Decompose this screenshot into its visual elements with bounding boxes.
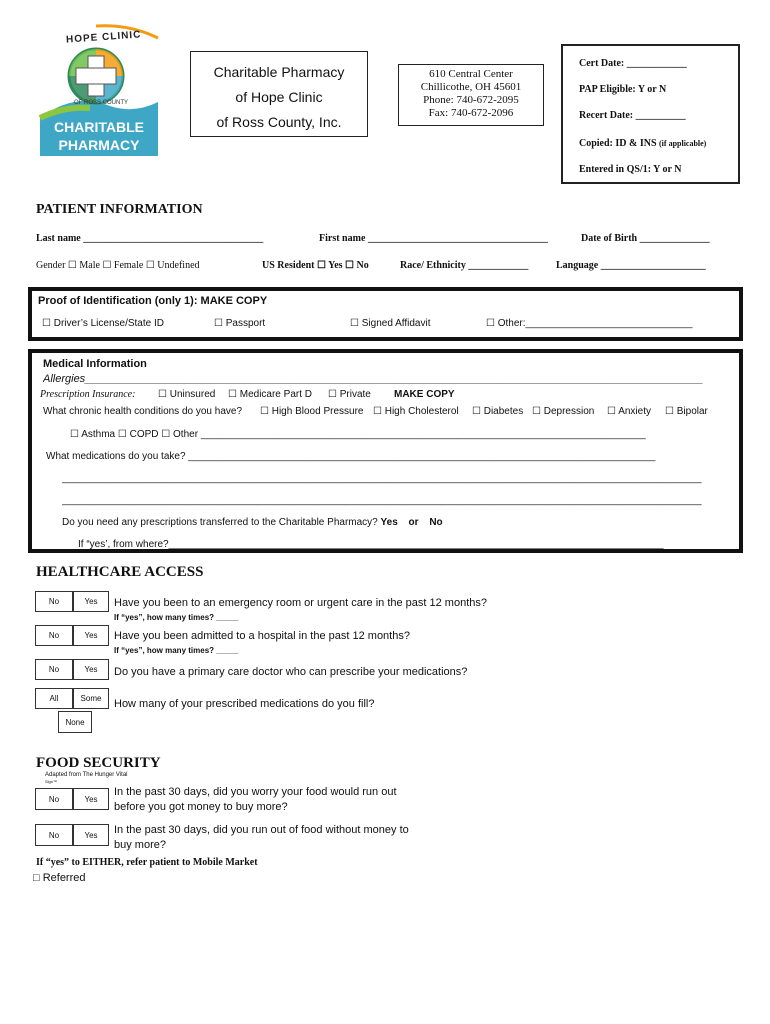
food-q1-line1: In the past 30 days, did you worry your food would run out bbox=[114, 786, 397, 798]
transfer-question bbox=[62, 517, 443, 528]
q2-no-option[interactable]: No bbox=[35, 625, 73, 646]
food-q2-line2: buy more? bbox=[114, 839, 166, 851]
food-q2-no-option[interactable]: No bbox=[35, 824, 73, 846]
proof-of-id-box bbox=[28, 287, 743, 341]
race-ethnicity-field[interactable]: Race/ Ethnicity ____________ bbox=[400, 260, 529, 271]
rx-make-copy: MAKE COPY bbox=[394, 389, 455, 400]
address-city: Chillicothe, OH 45601 bbox=[420, 81, 522, 93]
first-name-field[interactable]: First name ____________________________________ bbox=[319, 233, 548, 244]
address-street: 610 Central Center bbox=[429, 68, 513, 80]
q4-medications-filled: How many of your prescribed medications do you fill? bbox=[114, 698, 375, 710]
dob-field[interactable]: Date of Birth ______________ bbox=[581, 233, 710, 244]
clinic-logo bbox=[34, 22, 160, 156]
recert-date-field[interactable]: Recert Date: __________ bbox=[579, 110, 686, 121]
condition-high-cholesterol[interactable]: ☐ High Cholesterol bbox=[373, 406, 459, 417]
transfer-no[interactable]: No bbox=[429, 517, 443, 528]
drivers-license-option[interactable]: ☐ Driver’s License/State ID bbox=[42, 318, 164, 329]
q1-emergency-room: Have you been to an emergency room or urgent care in the past 12 months? bbox=[114, 597, 487, 609]
transfer-yes[interactable]: Yes bbox=[380, 517, 398, 528]
signed-affidavit-option[interactable]: ☐ Signed Affidavit bbox=[350, 318, 431, 329]
chronic-conditions-row2[interactable]: ☐ Asthma ☐ COPD ☐ Other ________________________________________________________________________________ bbox=[70, 429, 646, 440]
entered-qs1-field[interactable]: Entered in QS/1: Y or N bbox=[579, 164, 682, 175]
medical-info-box bbox=[28, 349, 743, 553]
q1-no-option[interactable]: No bbox=[35, 591, 73, 612]
medications-line2[interactable]: ___________________________________________________________________________________________________________________ bbox=[62, 473, 702, 484]
medications-line3[interactable]: ___________________________________________________________________________________________________________________ bbox=[62, 495, 702, 506]
hunger-vital-sign-credit: Adapted from The Hunger Vital bbox=[45, 772, 128, 778]
address-phone: Phone: 740-672-2095 bbox=[423, 94, 519, 106]
cert-date-field[interactable]: Cert Date: ____________ bbox=[579, 58, 687, 69]
language-field[interactable]: Language _____________________ bbox=[556, 260, 706, 271]
proof-of-id-title: Proof of Identification (only 1): MAKE COPY bbox=[38, 295, 268, 307]
copied-id-field[interactable] bbox=[579, 138, 706, 149]
mobile-market-referral-note: If “yes” to EITHER, refer patient to Mobile Market bbox=[36, 857, 258, 868]
food-q1-no-option[interactable]: No bbox=[35, 788, 73, 810]
q1-yes-option[interactable]: Yes bbox=[73, 591, 109, 612]
address-box bbox=[398, 64, 544, 126]
pap-eligible-field[interactable]: PAP Eligible: Y or N bbox=[579, 84, 667, 95]
food-q2-ran-out bbox=[114, 823, 454, 853]
q3-no-option[interactable]: No bbox=[35, 659, 73, 680]
condition-bipolar[interactable]: ☐ Bipolar bbox=[665, 406, 708, 417]
condition-diabetes[interactable]: ☐ Diabetes bbox=[472, 406, 524, 417]
allergies-field[interactable]: Allergies_____________________________________________________________________________________________________ bbox=[43, 373, 704, 385]
address-fax: Fax: 740-672-2096 bbox=[428, 107, 514, 119]
food-q1-line2: before you got money to buy more? bbox=[114, 801, 288, 813]
other-id-option[interactable]: ☐ Other:______________________________ bbox=[486, 318, 693, 329]
transfer-from-where-field[interactable]: If “yes’, from where?_________________________________________________________________________________________ bbox=[78, 539, 664, 550]
food-q2-line1: In the past 30 days, did you run out of food without money to bbox=[114, 824, 409, 836]
food-q1-worry bbox=[114, 785, 454, 815]
food-q1-yes-option[interactable]: Yes bbox=[73, 788, 109, 810]
healthcare-access-heading: HEALTHCARE ACCESS bbox=[36, 564, 204, 580]
medications-field[interactable]: What medications do you take? ____________________________________________________________________________________ bbox=[46, 451, 656, 462]
q3-yes-option[interactable]: Yes bbox=[73, 659, 109, 680]
q4-all-option[interactable]: All bbox=[35, 688, 73, 709]
condition-high-blood-pressure[interactable]: ☐ High Blood Pressure bbox=[260, 406, 364, 417]
q4-some-option[interactable]: Some bbox=[73, 688, 109, 709]
gender-options[interactable]: Gender ☐ Male ☐ Female ☐ Undefined bbox=[36, 260, 200, 271]
rx-insurance-label: Prescription Insurance: bbox=[40, 389, 136, 400]
last-name-field[interactable]: Last name ____________________________________ bbox=[36, 233, 264, 244]
rx-insurance-row bbox=[40, 389, 135, 400]
org-name-box bbox=[190, 51, 368, 137]
medical-info-title: Medical Information bbox=[43, 358, 147, 370]
referred-checkbox[interactable]: □ Referred bbox=[33, 872, 86, 884]
food-security-heading: FOOD SECURITY bbox=[36, 755, 161, 771]
logo-banner-line1: CHARITABLE bbox=[54, 119, 144, 135]
us-resident-field[interactable]: US Resident ☐ Yes ☐ No bbox=[262, 260, 369, 271]
org-name-line2: of Hope Clinic bbox=[235, 89, 323, 105]
rx-private-option[interactable]: ☐ Private bbox=[328, 389, 371, 400]
condition-depression[interactable]: ☐ Depression bbox=[532, 406, 595, 417]
org-name-line3: of Ross County, Inc. bbox=[216, 114, 342, 130]
rx-medicare-option[interactable]: ☐ Medicare Part D bbox=[228, 389, 312, 400]
transfer-question-text: Do you need any prescriptions transferred to the Charitable Pharmacy? bbox=[62, 517, 381, 528]
copied-id-note: (if applicable) bbox=[659, 139, 707, 148]
q2-hospital-admitted: Have you been admitted to a hospital in the past 12 months? bbox=[114, 630, 410, 642]
logo-arc-top: HOPE CLINIC bbox=[65, 29, 142, 46]
q4-none-option[interactable]: None bbox=[58, 711, 92, 733]
rx-uninsured-option[interactable]: ☐ Uninsured bbox=[158, 389, 216, 400]
transfer-or: or bbox=[408, 517, 419, 528]
q3-primary-care-doctor: Do you have a primary care doctor who can prescribe your medications? bbox=[114, 666, 468, 678]
condition-anxiety[interactable]: ☐ Anxiety bbox=[607, 406, 651, 417]
q2-how-many-times[interactable]: If “yes”, how many times? _____ bbox=[114, 646, 239, 655]
q1-how-many-times[interactable]: If “yes”, how many times? _____ bbox=[114, 613, 239, 622]
copied-id-label: Copied: ID & INS bbox=[579, 138, 660, 149]
logo-banner-line2: PHARMACY bbox=[58, 137, 140, 153]
office-use-box bbox=[561, 44, 740, 184]
patient-info-heading: PATIENT INFORMATION bbox=[36, 202, 203, 217]
hunger-vital-sign-credit-2: Sign™ bbox=[45, 779, 58, 784]
food-q2-yes-option[interactable]: Yes bbox=[73, 824, 109, 846]
logo-arc-bottom: OF ROSS COUNTY bbox=[74, 100, 129, 106]
q2-yes-option[interactable]: Yes bbox=[73, 625, 109, 646]
gender-field[interactable] bbox=[36, 260, 200, 271]
passport-option[interactable]: ☐ Passport bbox=[214, 318, 266, 329]
chronic-conditions-label: What chronic health conditions do you have? bbox=[43, 406, 243, 417]
org-name-line1: Charitable Pharmacy bbox=[213, 64, 345, 80]
